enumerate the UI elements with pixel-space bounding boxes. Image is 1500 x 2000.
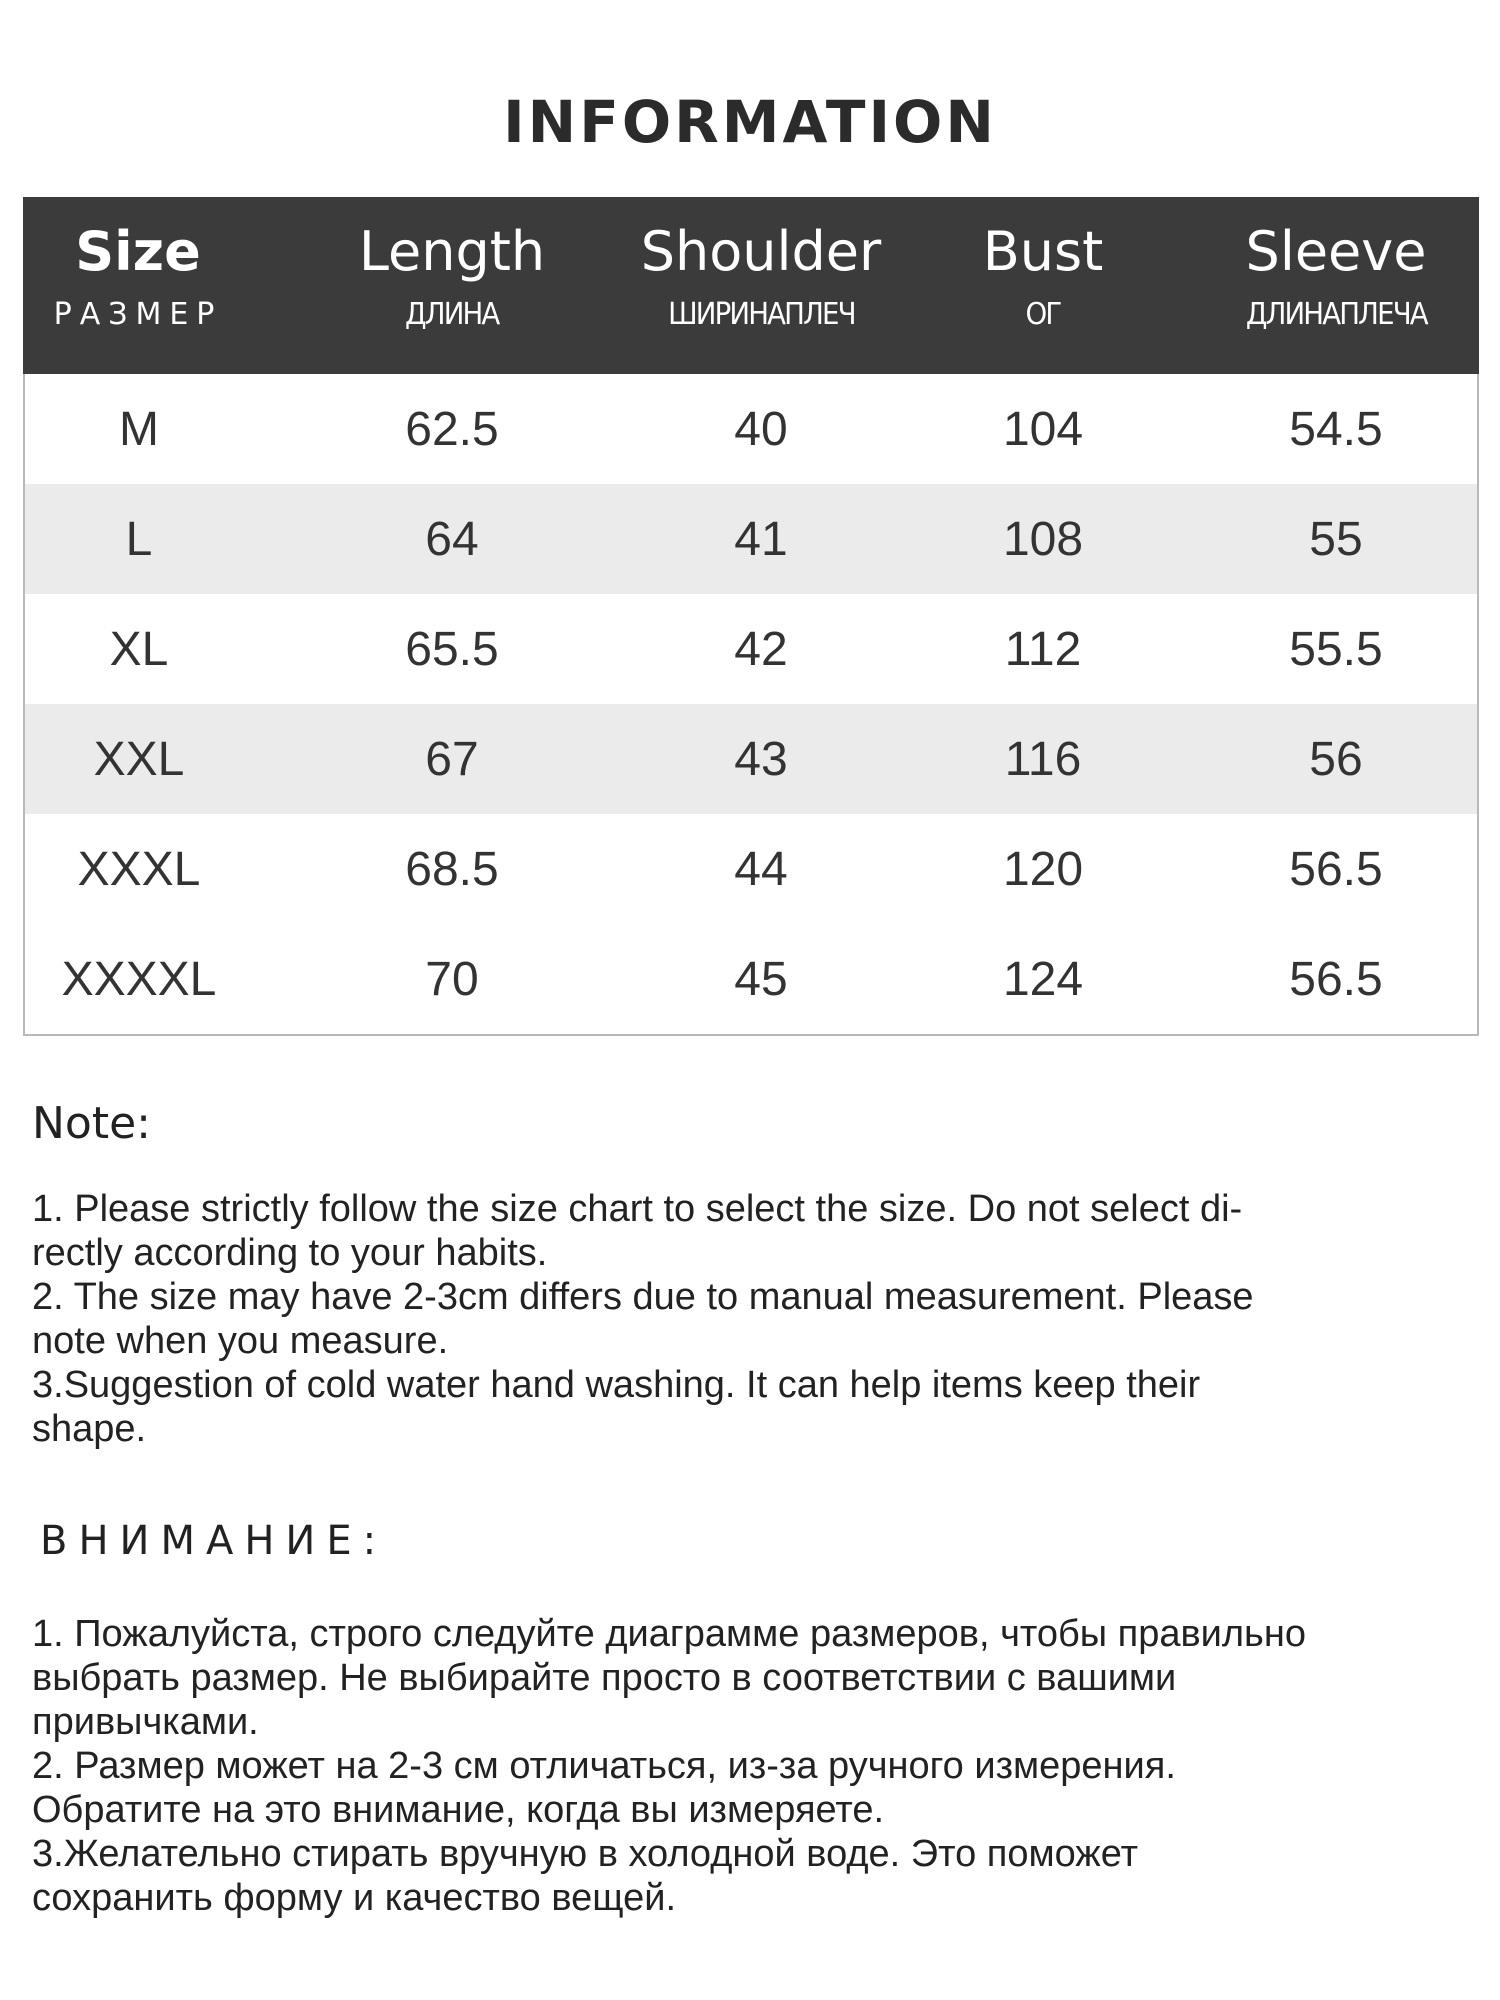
note-line: сохранить форму и качество вещей. <box>32 1877 676 1919</box>
size-table <box>23 197 1479 1036</box>
header-shoulder-ru: ШИРИНАПЛЕЧ <box>667 297 855 332</box>
header-sleeve <box>1215 197 1457 374</box>
header-shoulder-en: Shoulder <box>640 220 882 283</box>
cell-length: 67 <box>425 732 479 786</box>
note-line: rectly according to your habits. <box>32 1232 548 1274</box>
cell-length: 68.5 <box>405 842 499 896</box>
header-length <box>253 197 651 374</box>
cell-size: M <box>119 402 159 456</box>
table-row <box>25 814 1477 924</box>
cell-size: XL <box>109 622 169 676</box>
cell-shoulder: 40 <box>734 402 788 456</box>
cell-size: L <box>125 512 153 566</box>
header-bust-ru: ОГ <box>1025 297 1061 332</box>
page-title: INFORMATION <box>503 88 997 156</box>
cell-bust: 104 <box>1002 402 1084 456</box>
cell-length: 64 <box>425 512 479 566</box>
table-row <box>25 374 1477 484</box>
note-line: 2. The size may have 2-3cm differs due to manual measurement. Please <box>32 1276 1254 1318</box>
note-line: 1. Please strictly follow the size chart to select the size. Do not select di- <box>32 1188 1243 1230</box>
table-header <box>23 197 1479 374</box>
cell-bust: 120 <box>1002 842 1084 896</box>
note-line: Обратите на это внимание, когда вы измеряете. <box>32 1789 885 1831</box>
cell-length: 62.5 <box>405 402 499 456</box>
header-shoulder <box>640 197 882 374</box>
cell-size: XXXXL <box>61 952 217 1006</box>
note-line: 3.Желательно стирать вручную в холодной воде. Это поможет <box>32 1833 1139 1875</box>
table-row <box>25 594 1477 704</box>
cell-length: 65.5 <box>405 622 499 676</box>
note-line: привычками. <box>32 1701 259 1743</box>
cell-length: 70 <box>425 952 479 1006</box>
cell-sleeve: 56.5 <box>1289 952 1383 1006</box>
cell-sleeve: 56.5 <box>1289 842 1383 896</box>
table-row <box>25 924 1477 1034</box>
header-length-ru: ДЛИНА <box>405 297 499 332</box>
cell-sleeve: 55 <box>1309 512 1363 566</box>
note-heading-en: Note: <box>32 1098 151 1149</box>
cell-shoulder: 42 <box>734 622 788 676</box>
note-line: 1. Пожалуйста, строго следуйте диаграмме размеров, чтобы правильно <box>32 1613 1306 1655</box>
header-sleeve-en: Sleeve <box>1245 220 1427 283</box>
table-row <box>25 484 1477 594</box>
note-text-en <box>32 1187 1472 1451</box>
cell-shoulder: 41 <box>734 512 788 566</box>
note-line: 2. Размер может на 2-3 см отличаться, из-за ручного измерения. <box>32 1745 1176 1787</box>
header-bust <box>871 197 1215 374</box>
note-text-ru <box>32 1612 1482 1920</box>
header-bust-en: Bust <box>982 220 1104 283</box>
note-line: shape. <box>32 1408 147 1450</box>
note-heading-ru: ВНИМАНИЕ: <box>40 1518 388 1564</box>
note-line: 3.Suggestion of cold water hand washing. It can help items keep their <box>32 1364 1201 1406</box>
note-line: выбрать размер. Не выбирайте просто в соответствии с вашими <box>32 1657 1177 1699</box>
cell-bust: 116 <box>1004 732 1082 786</box>
header-size-en: Size <box>75 220 201 283</box>
cell-sleeve: 54.5 <box>1289 402 1383 456</box>
table-row <box>25 704 1477 814</box>
cell-shoulder: 44 <box>734 842 788 896</box>
cell-shoulder: 45 <box>734 952 788 1006</box>
cell-bust: 112 <box>1004 622 1082 676</box>
header-sleeve-ru: ДЛИНАПЛЕЧА <box>1245 297 1427 332</box>
header-size <box>23 197 253 374</box>
header-length-en: Length <box>358 220 546 283</box>
cell-size: XXXL <box>77 842 201 896</box>
cell-bust: 124 <box>1002 952 1084 1006</box>
header-size-ru: РАЗМЕР <box>53 297 223 332</box>
cell-sleeve: 55.5 <box>1289 622 1383 676</box>
cell-size: XXL <box>93 732 185 786</box>
cell-shoulder: 43 <box>734 732 788 786</box>
cell-bust: 108 <box>1002 512 1084 566</box>
cell-sleeve: 56 <box>1309 732 1363 786</box>
note-line: note when you measure. <box>32 1320 449 1362</box>
